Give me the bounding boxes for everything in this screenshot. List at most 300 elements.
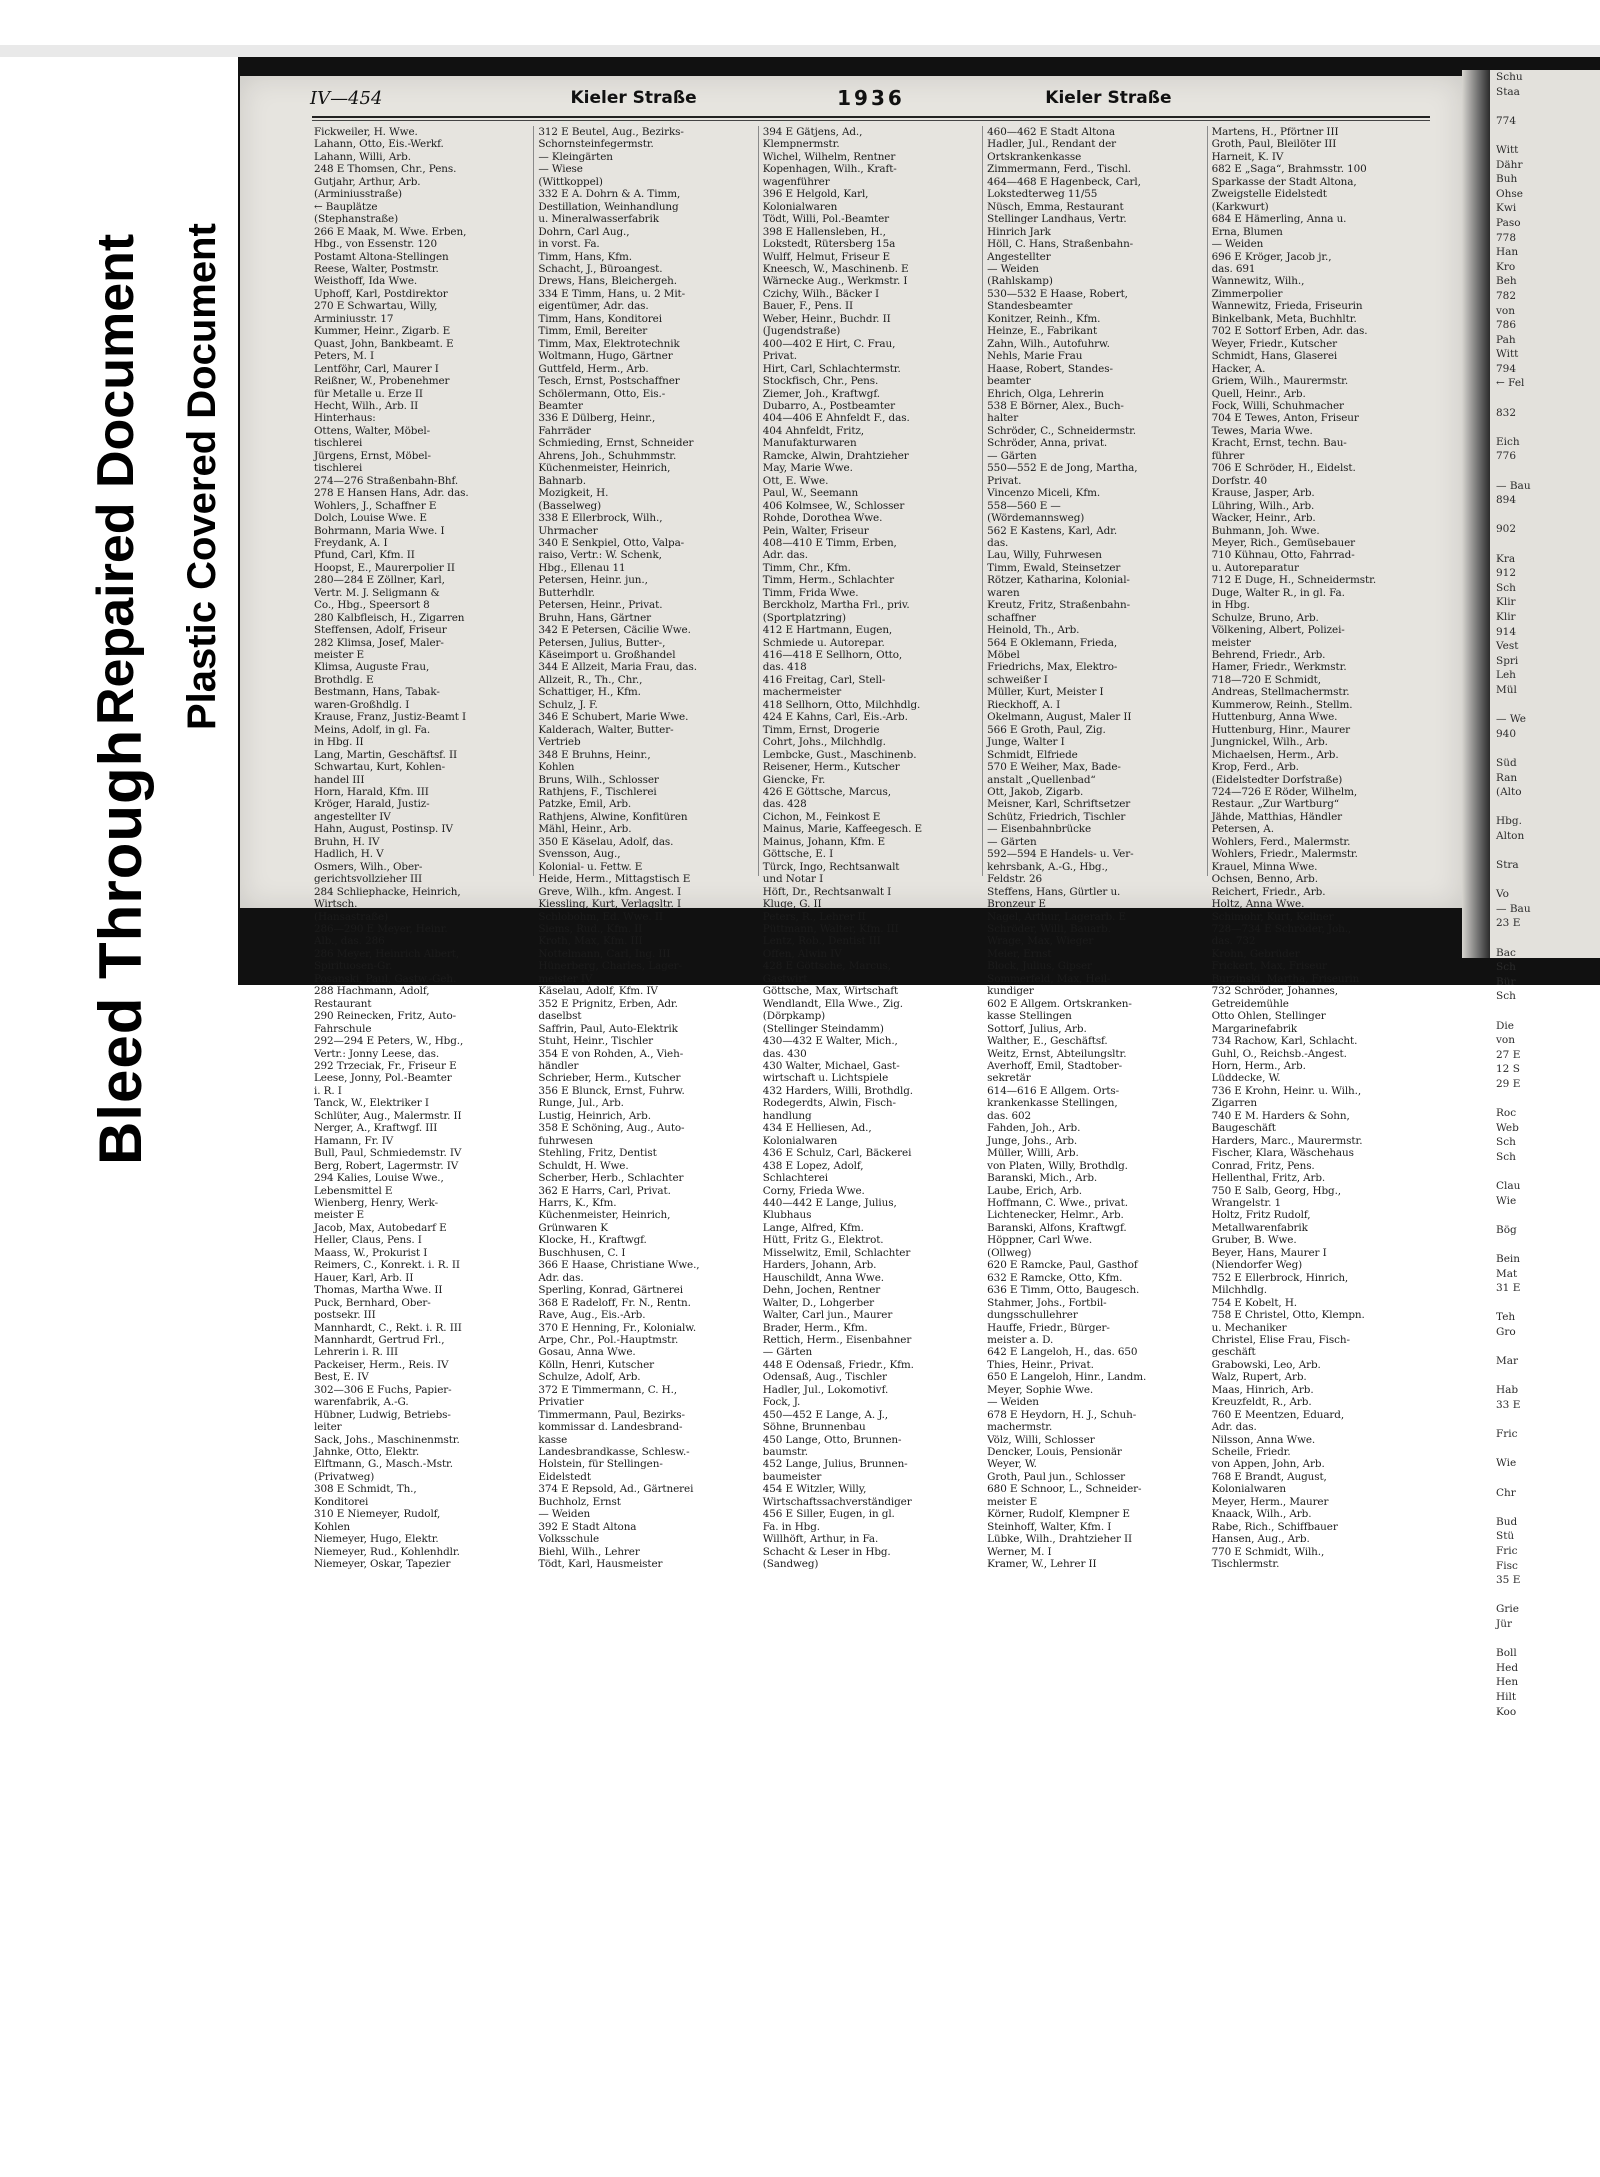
adjacent-page-line [1490, 1369, 1600, 1384]
directory-entry-line: Paul, W., Seemann [762, 487, 859, 500]
directory-entry-line: Ott, Jakob, Zigarb. [987, 786, 1084, 799]
adjacent-page-line: Hbg. [1496, 815, 1522, 828]
adjacent-page-line: Schu [1496, 71, 1523, 83]
directory-entry-line: Martens, H., Pförtner III [1211, 126, 1339, 138]
directory-entry-line: Maass, W., Prokurist I [314, 1246, 428, 1259]
directory-entry-line: fuhrwesen [538, 1134, 593, 1147]
directory-entry-line: 342 E Petersen, Cäcilie Wwe. [538, 624, 691, 637]
directory-entry-line: Adr. das. [762, 549, 808, 562]
adjacent-page-line: Sch [1496, 990, 1516, 1003]
directory-entry-line: Pfund, Carl, Kfm. II [314, 549, 415, 562]
directory-entry-line: (Hansastraße) [314, 910, 389, 923]
adjacent-page-line: 27 E [1496, 1048, 1521, 1061]
directory-entry-line: Privat. [987, 474, 1022, 487]
directory-entry-line: Lentz, Rob., Dentist III [762, 935, 881, 948]
adjacent-page-line [1490, 1165, 1600, 1180]
directory-entry-line: meister E [314, 649, 364, 662]
directory-entry-line: 286—290 E Meyer, Heinr. [314, 923, 448, 935]
directory-entry-line: angestellter IV [314, 810, 391, 823]
directory-entry-line: Huttenburg, Anna Wwe. [1211, 711, 1338, 724]
directory-entry-line: Göttsche, Max, Wirtschaft [762, 985, 899, 998]
directory-entry-line: Jacob, Max, Autobedarf E [314, 1221, 447, 1234]
directory-entry-line: Krauel, Minna Wwe. [1211, 860, 1318, 873]
directory-entry-line: Packeiser, Herm., Reis. IV [314, 1358, 449, 1371]
directory-columns [310, 126, 1432, 1571]
directory-entry-line: Tischlermstr. [1211, 1558, 1280, 1571]
directory-entry-line: wagenführer [762, 175, 830, 188]
directory-entry-line: Lembcke, Gust., Maschinenb. [762, 748, 917, 761]
directory-entry-line: Okelmann, August, Maler II [987, 711, 1132, 724]
directory-entry-line: Schröder, Willi, Bauarb. [987, 923, 1111, 935]
directory-entry-line: Margarinefabrik [1211, 1022, 1298, 1035]
directory-entry-line: gerichtsvollzieher III [314, 873, 423, 886]
directory-entry-line: Sottorf, Julius, Arb. [987, 1022, 1087, 1035]
adjacent-page-line: 832 [1496, 406, 1517, 419]
directory-entry-line: Hirt, Carl, Schlachtermstr. [762, 362, 901, 375]
directory-entry-line: Zimmerpolier [1211, 287, 1283, 300]
directory-entry-line: Zweigstelle Eidelstedt [1211, 188, 1327, 201]
directory-entry-line: Lichtenecker, Helmr., Arb. [987, 1209, 1124, 1222]
directory-entry-line: Harrs, K., Kfm. [538, 1196, 617, 1209]
directory-entry-line: Völkening, Albert, Polizei- [1211, 624, 1345, 637]
directory-entry-line: Reisener, Herm., Kutscher [762, 761, 900, 774]
directory-entry-line: 450—452 E Lange, A. J., [762, 1408, 888, 1421]
adjacent-page-line: Beh [1496, 275, 1517, 288]
directory-entry-line: Czichy, Wilh., Bäcker I [762, 287, 880, 300]
directory-entry-line: Timm, Max, Elektrotechnik [538, 337, 680, 350]
directory-entry-line: halter [987, 412, 1019, 425]
directory-entry-line: Stahmer, Johs., Fortbil- [987, 1296, 1107, 1309]
adjacent-page-line: Bein [1496, 1253, 1521, 1266]
header-rule [312, 116, 1430, 118]
directory-entry-line: May, Marie Wwe. [762, 462, 853, 475]
directory-entry-line: Svensson, Aug., [538, 848, 621, 861]
directory-entry-line: Timm, Hans, Konditorei [538, 312, 662, 325]
directory-entry-line: Schröder, Anna, privat. [987, 437, 1108, 450]
adjacent-page-line [1490, 420, 1600, 435]
directory-entry-line: kasse Stellingen [987, 1010, 1072, 1023]
directory-entry-line: Reichert, Friedr., Arb. [1211, 885, 1326, 898]
directory-entry-line: Kohlen [314, 1520, 350, 1533]
directory-entry-line: Göttsche, E. I [762, 848, 834, 861]
adjacent-page-line: 33 E [1496, 1399, 1521, 1412]
adjacent-page-line [1490, 1632, 1600, 1647]
directory-entry-line: 418 Sellhorn, Otto, Milchhdlg. [762, 698, 921, 711]
adjacent-page-line: von [1496, 304, 1516, 317]
directory-entry-line: Walz, Rupert, Arb. [1211, 1371, 1307, 1384]
directory-entry-line: — Eisenbahnbrücke [987, 823, 1092, 836]
directory-entry-line: Klubhaus [762, 1209, 812, 1222]
directory-entry-line: 374 E Repsold, Ad., Gärtnerei [538, 1483, 694, 1496]
directory-entry-line: 632 E Ramcke, Otto, Kfm. [987, 1271, 1123, 1284]
directory-entry-line: 336 E Dülberg, Heinr., [538, 412, 656, 425]
directory-entry-line: Best, E. IV [314, 1371, 369, 1384]
bleed-through-label: Bleed Through [87, 728, 154, 1165]
directory-entry-line: Hamann, Fr. IV [314, 1134, 394, 1147]
directory-entry-line: (Wittkoppel) [538, 175, 603, 188]
directory-entry-line: 368 E Radeloff, Fr. N., Rentn. [538, 1296, 691, 1309]
directory-entry-line: Restaurant [314, 997, 372, 1010]
directory-entry-line: 752 E Ellerbrock, Hinrich, [1211, 1271, 1349, 1284]
directory-entry-line: Jähde, Matthias, Händler [1211, 810, 1342, 823]
directory-entry-line: 334 E Timm, Hans, u. 2 Mit- [538, 287, 686, 300]
directory-entry-line: — Kleingärten [538, 150, 613, 163]
directory-entry-line: Lentföhr, Carl, Maurer I [314, 362, 439, 375]
directory-entry-line: Lange, Alfred, Kfm. [762, 1221, 864, 1234]
directory-entry-line: handel III [314, 773, 365, 786]
directory-entry-line: tischlerei [314, 437, 363, 450]
directory-entry-line: Odensaß, Aug., Tischler [762, 1371, 887, 1384]
directory-entry-line: Schacht, J., Büroangest. [538, 262, 663, 275]
adjacent-page-line: 29 E [1496, 1077, 1521, 1090]
directory-entry-line: 734 Rachow, Karl, Schlacht. [1211, 1035, 1358, 1048]
directory-entry-line: Siems, Rud., Kfm. II [538, 923, 643, 935]
directory-entry-line: Tödt, Karl, Hausmeister [538, 1558, 663, 1571]
directory-entry-line: Fahrschule [314, 1022, 372, 1035]
directory-entry-line: 558—560 E — [987, 499, 1061, 512]
directory-entry-line: — Wiese [538, 163, 583, 176]
directory-entry-line: Kalderach, Walter, Butter- [538, 723, 674, 736]
directory-entry-line: Meier, Ernst [987, 947, 1052, 960]
directory-entry-line: Nagel, Arthur, Lagerarb. E [987, 910, 1126, 923]
directory-entry-line: Berg, Robert, Lagermstr. IV [314, 1159, 459, 1172]
directory-entry-line: Getreidemühle [1211, 997, 1289, 1010]
directory-entry-line: Timmermann, Paul, Bezirks- [538, 1408, 685, 1421]
directory-entry-line: Fischer, Klara, Wäschehaus [1211, 1147, 1354, 1160]
directory-entry-line: Kummerow, Reinh., Stellm. [1211, 698, 1353, 711]
directory-entry-line: Kroth, Max, Kfm. III [538, 935, 643, 948]
directory-entry-line: Frickert, Max, Friseur [1211, 960, 1327, 973]
directory-entry-line: 680 E Schnoor, L., Schneider- [987, 1483, 1142, 1496]
directory-entry-line: 564 E Oklemann, Frieda, [987, 636, 1118, 649]
directory-entry-line: — Weiden [987, 262, 1039, 275]
directory-entry-line: Reimers, C., Konrekt. i. R. II [314, 1259, 460, 1272]
directory-entry-line: 736 E Krohn, Heinr. u. Wilh., [1211, 1084, 1362, 1097]
directory-entry-line: Baugeschäft [1211, 1122, 1276, 1135]
directory-entry-line: in vorst. Fa. [538, 238, 600, 251]
adjacent-page-line: Hen [1496, 1676, 1519, 1689]
directory-entry-line: 308 E Schmidt, Th., [314, 1483, 417, 1496]
directory-entry-line: Schlachterei [762, 1172, 829, 1185]
directory-entry-line: Gutjahr, Arthur, Arb. [314, 175, 421, 188]
directory-entry-line: Bruns, Wilh., Schlosser [538, 773, 659, 786]
adjacent-page-line [1490, 391, 1600, 406]
directory-entry-line: 530—532 E Haase, Robert, [987, 287, 1128, 300]
directory-entry-line: Bruhn, H. IV [314, 835, 380, 848]
adjacent-page-line [1490, 508, 1600, 523]
directory-entry-line: handlung [762, 1109, 812, 1122]
directory-entry-line: 398 E Hallensleben, H., [762, 225, 886, 238]
directory-entry-line: Hauer, Karl, Arb. II [314, 1271, 414, 1284]
directory-entry-line: Müller, Willi, Arb. [987, 1147, 1079, 1160]
directory-entry-line: anstalt „Quellenbad“ [987, 773, 1096, 786]
directory-entry-line: Giencke, Fr. [762, 773, 826, 786]
directory-entry-line: Binkelbank, Meta, Buchhltr. [1211, 312, 1357, 325]
directory-entry-line: schweißer I [987, 673, 1048, 686]
directory-entry-line: Bohrmann, Maria Wwe. I [314, 524, 445, 537]
directory-entry-line: 358 E Schöning, Aug., Auto- [538, 1122, 685, 1135]
directory-entry-line: Holtz, Fritz Rudolf, [1211, 1209, 1311, 1222]
directory-entry-line: 718—720 E Schmidt, [1211, 673, 1321, 686]
directory-entry-line: 348 E Bruhns, Heinr., [538, 748, 651, 761]
directory-entry-line: 412 E Hartmann, Eugen, [762, 624, 893, 637]
directory-entry-line: Rohde, Dorothea Wwe. [762, 512, 883, 525]
directory-entry-line: Wienberg, Henry, Werk- [314, 1196, 439, 1209]
adjacent-page-line: Chr [1496, 1486, 1516, 1499]
directory-entry-line: Lokstedterweg 11/55 [987, 188, 1098, 201]
repaired-document-label: Repaired Document [87, 233, 145, 725]
directory-entry-line: Lüddecke, W. [1211, 1072, 1281, 1085]
directory-entry-line: 430—432 E Walter, Mich., [762, 1035, 898, 1048]
directory-entry-line: (Niendorfer Weg) [1211, 1259, 1303, 1272]
directory-entry-line: Heide, Herm., Mittagstisch E [538, 873, 691, 886]
adjacent-page-line: Grie [1496, 1603, 1519, 1616]
directory-entry-line: Jahnke, Otto, Elektr. [314, 1446, 420, 1459]
adjacent-page-line: Süd [1496, 756, 1517, 769]
directory-entry-line: Grabowski, Leo, Arb. [1211, 1358, 1321, 1371]
page-number: IV—454 [310, 87, 383, 109]
directory-entry-line: Baranski, Mich., Arb. [987, 1172, 1098, 1185]
directory-entry-line: Dencker, Louis, Pensionär [987, 1446, 1122, 1459]
directory-entry-line: Block, Julius, Gipser [987, 960, 1092, 973]
directory-entry-line: Maas, Hinrich, Arb. [1211, 1383, 1314, 1396]
directory-entry-line: 562 E Kastens, Karl, Adr. [987, 524, 1118, 537]
directory-entry-line: Privat. [762, 350, 797, 363]
directory-entry-line: Weyer, Friedr., Kutscher [1211, 337, 1337, 350]
directory-entry-line: Hauffe, Friedr., Bürger- [987, 1321, 1110, 1334]
directory-entry-line: Manufakturwaren [762, 437, 857, 450]
directory-entry-line: Hinrich Jark [987, 225, 1051, 238]
adjacent-page-line: Pah [1496, 333, 1516, 346]
directory-entry-line: Rave, Aug., Eis.-Arb. [538, 1309, 646, 1322]
directory-entry-line: Sommerfeld, Max, Heil- [987, 972, 1111, 985]
directory-entry-line: in Hbg. II [314, 736, 364, 749]
adjacent-page-line: Leh [1496, 669, 1516, 682]
directory-entry-line: meister [1211, 636, 1251, 649]
directory-entry-line: 288 Hachmann, Adolf, [314, 985, 430, 998]
directory-entry-line: Nilsson, Anna Wwe. [1211, 1433, 1316, 1446]
directory-entry-line: Bronzeur E [987, 898, 1046, 911]
directory-entry-line: Cichon, M., Feinkost E [762, 810, 881, 823]
directory-entry-line: 636 E Timm, Otto, Baugesch. [987, 1284, 1140, 1297]
directory-entry-line: 362 E Harrs, Carl, Privat. [538, 1184, 671, 1197]
directory-entry-line: baumeister [762, 1470, 822, 1483]
directory-entry-line: Fa. in Hbg. [762, 1520, 820, 1533]
directory-entry-line: Hahn, August, Postinsp. IV [314, 823, 453, 836]
directory-entry-line: 712 E Duge, H., Schneidermstr. [1211, 574, 1377, 587]
adjacent-page-line: Dähr [1496, 158, 1523, 171]
directory-entry-line: Timm, Ernst, Drogerie [762, 723, 880, 736]
directory-entry-line: Hbg., Ellenau 11 [538, 561, 626, 574]
directory-entry-line: Patzke, Emil, Arb. [538, 798, 632, 811]
directory-entry-line: Nerger, A., Kraftwgf. III [314, 1122, 438, 1135]
directory-entry-line: Hamer, Friedr., Werkmstr. [1211, 661, 1347, 674]
directory-entry-line: Ramcke, Alwin, Drahtzieher [762, 449, 909, 462]
directory-entry-line: 248 E Thomsen, Chr., Pens. [314, 163, 457, 176]
directory-entry-line: Dubarro, A., Postbeamter [762, 399, 895, 412]
directory-entry-line: Dohrn, Carl Aug., [538, 225, 630, 238]
directory-entry-line: (Sandweg) [762, 1558, 819, 1571]
directory-entry-line: Zigarren [1211, 1097, 1257, 1110]
directory-entry-line: führer [1211, 449, 1245, 462]
directory-entry-line: raiso, Vertr.: W. Schenk, [538, 549, 662, 562]
directory-entry-line: tischlerei [314, 462, 363, 475]
directory-entry-line: Wendlandt, Ella Wwe., Zig. [762, 997, 904, 1010]
directory-entry-line: eigentümer, Adr. das. [538, 300, 649, 313]
adjacent-page-line: 782 [1496, 289, 1517, 302]
directory-entry-line: Ott, E. Wwe. [762, 474, 829, 487]
directory-entry-line: Küchenmeister, Heinrich, [538, 1209, 671, 1222]
adjacent-page-line: Stü [1496, 1530, 1515, 1543]
directory-entry-line: Timm, Chr., Kfm. [762, 561, 851, 574]
directory-entry-line: Schattiger, H., Kfm. [538, 686, 641, 699]
directory-entry-line: Mähl, Heinr., Arb. [538, 823, 632, 836]
adjacent-page-line [1490, 931, 1600, 946]
directory-entry-line: Corny, Frieda Wwe. [762, 1184, 865, 1197]
adjacent-page-line [1490, 1442, 1600, 1457]
directory-entry-line: Cohrt, Johs., Milchhdlg. [762, 736, 886, 749]
directory-entry-line: Huttenburg, Hinr., Maurer [1211, 723, 1350, 736]
directory-entry-line: (Sportplatzring) [762, 611, 846, 624]
directory-entry-line: Lübke, Wilh., Drahtzieher II [987, 1533, 1133, 1546]
directory-entry-line: Arminiusstr. 17 [314, 312, 394, 325]
directory-entry-line: Greve, Wilh., kfm. Angest. I [538, 885, 682, 898]
adjacent-page-line: Sch [1496, 581, 1516, 594]
directory-entry-line: 394 E Gätjens, Ad., [762, 126, 863, 138]
directory-entry-line: Höppner, Carl Wwe. [987, 1234, 1093, 1247]
directory-entry-line: Meins, Adolf, in gl. Fa. [314, 723, 431, 736]
directory-entry-line: (Basselweg) [538, 499, 602, 512]
directory-entry-line: Hoopst, E., Maurerpolier II [314, 561, 455, 574]
directory-entry-line: Stehling, Fritz, Dentist [538, 1147, 657, 1160]
directory-entry-line: Lebensmittel E [314, 1184, 393, 1197]
directory-entry-line: Peters, M. I [314, 350, 375, 363]
directory-entry-line: schaffner [987, 611, 1036, 624]
adjacent-page-line: Mül [1496, 683, 1517, 696]
directory-entry-line: 456 E Siller, Eugen, in gl. [762, 1508, 895, 1521]
adjacent-page-line: Sch [1496, 1150, 1516, 1163]
adjacent-page-line [1490, 1208, 1600, 1223]
directory-entry-line: Junge, Johs., Arb. [987, 1134, 1078, 1147]
directory-entry-line: Guhl, O., Reichsb.-Angest. [1211, 1047, 1347, 1060]
adjacent-page-line [1490, 99, 1600, 114]
directory-entry-line: Runge, Jul., Arb. [538, 1097, 624, 1110]
directory-entry-line: Butterhdlr. [538, 586, 595, 599]
directory-entry-line: Bruhn, Hans, Gärtner [538, 611, 652, 624]
adjacent-page-line: (Alto [1496, 786, 1522, 799]
adjacent-page-line: 902 [1496, 523, 1517, 536]
directory-entry-line: Kolonialwaren [762, 200, 838, 213]
directory-entry-line: Posanski, Paul, Gastw.-Geh. [314, 972, 457, 985]
directory-entry-line: und Notar I [762, 873, 824, 886]
directory-entry-line: Kreutz, Fritz, Straßenbahn- [987, 599, 1131, 612]
directory-entry-line: krankenkasse Stellingen, [987, 1097, 1118, 1110]
directory-entry-line: 278 E Hansen Hans, Adr. das. [314, 487, 469, 500]
directory-entry-line: Lokstedt, Rütersberg 15a [762, 238, 896, 251]
adjacent-page-line: 778 [1496, 231, 1517, 244]
directory-entry-line: 426 E Göttsche, Marcus, [762, 786, 891, 799]
directory-entry-line: Restaur. „Zur Wartburg“ [1211, 798, 1340, 811]
directory-entry-line: Co., Hbg., Speersort 8 [314, 599, 430, 612]
directory-entry-line: wirtschaft u. Lichtspiele [762, 1072, 889, 1085]
directory-entry-line: Milchhdlg. [1211, 1284, 1267, 1297]
adjacent-page-line: — Bau [1496, 479, 1531, 492]
directory-entry-line: Heinold, Th., Arb. [987, 624, 1080, 637]
directory-entry-line: Reese, Walter, Postmstr. [314, 262, 439, 275]
directory-entry-line: Schornsteinfegermstr. [538, 138, 654, 151]
directory-entry-line: ← Bauplätze [314, 200, 378, 213]
directory-entry-line: 392 E Stadt Altona [538, 1520, 637, 1533]
adjacent-page-line: Hab [1496, 1384, 1519, 1397]
directory-entry-line: 642 E Langeloh, H., das. 650 [987, 1346, 1138, 1359]
directory-entry-line: Heller, Claus, Pens. I [314, 1234, 422, 1247]
directory-entry-line: Lehrerin i. R. III [314, 1346, 399, 1359]
directory-entry-line: 770 E Schmidt, Wilh., [1211, 1545, 1325, 1558]
directory-entry-line: Kolonialwaren [762, 1134, 838, 1147]
directory-entry-line: kommissar d. Landesbrand- [538, 1421, 683, 1434]
directory-entry-line: dungsschullehrer [987, 1309, 1078, 1322]
directory-entry-line: Weber, Heinr., Buchdr. II [762, 312, 891, 325]
adjacent-page-line: Clau [1496, 1180, 1521, 1193]
directory-entry-line: 346 E Schubert, Marie Wwe. [538, 711, 689, 724]
directory-entry-line: Timm, Emil, Bereiter [538, 325, 648, 338]
directory-entry-line: Meisner, Karl, Schriftsetzer [987, 798, 1131, 811]
directory-column [534, 126, 758, 1571]
directory-entry-line: Schulz, J. F. [538, 698, 598, 711]
directory-entry-line: Heinze, E., Fabrikant [987, 325, 1098, 338]
adjacent-page-line: Jür [1496, 1617, 1512, 1630]
directory-entry-line: 678 E Heydorn, H. J., Schuh- [987, 1408, 1137, 1421]
directory-entry-line: Lustig, Heinrich, Arb. [538, 1109, 651, 1122]
directory-entry-line: Petersen, A. [1211, 823, 1274, 836]
directory-entry-line: Timm, Frida Wwe. [762, 586, 859, 599]
adjacent-page-line [1490, 1471, 1600, 1486]
directory-entry-line: Brothdlg. E [314, 673, 374, 686]
directory-entry-line: Rötzer, Katharina, Kolonial- [987, 574, 1130, 587]
directory-entry-line: 350 E Käselau, Adolf, das. [538, 835, 674, 848]
adjacent-page-line [1490, 800, 1600, 815]
directory-entry-line: 280 Kalbfleisch, H., Zigarren [314, 611, 465, 624]
directory-entry-line: Hadler, Jul., Lokomotivf. [762, 1383, 889, 1396]
directory-entry-line: (Wördemannsweg) [987, 512, 1085, 525]
directory-entry-line: Horn, Harald, Kfm. III [314, 786, 429, 799]
directory-entry-line: 702 E Sottorf Erben, Adr. das. [1211, 325, 1368, 338]
directory-entry-line: Konditorei [314, 1495, 369, 1508]
directory-entry-line: 438 E Lopez, Adolf, [762, 1159, 864, 1172]
directory-entry-line: Meyer, Herm., Maurer [1211, 1495, 1329, 1508]
directory-entry-line: — Gärten [762, 1346, 813, 1359]
directory-entry-line: Michaelsen, Herm., Arb. [1211, 748, 1339, 761]
directory-entry-line: Tanck, W., Elektriker I [314, 1097, 429, 1110]
adjacent-page-line: Boll [1496, 1647, 1517, 1660]
directory-entry-line: Buhmann, Joh. Wwe. [1211, 524, 1320, 537]
directory-entry-line: Sparkasse der Stadt Altona, [1211, 175, 1357, 188]
adjacent-page-line: Sch [1496, 1136, 1516, 1149]
directory-entry-line: 710 Kühnau, Otto, Fahrrad- [1211, 549, 1355, 562]
directory-entry-line: Krause, Franz, Justiz-Beamt I [314, 711, 467, 724]
directory-entry-line: 352 E Prignitz, Erben, Adr. [538, 997, 678, 1010]
directory-entry-line: Krohn, Gebrüder [1211, 947, 1300, 960]
directory-entry-line: Stockfisch, Chr., Pens. [762, 375, 879, 388]
directory-entry-line: Schacht & Leser in Hbg. [762, 1545, 891, 1558]
directory-entry-line: Timm, Herm., Schlachter [762, 574, 894, 587]
directory-entry-line: 450 Lange, Otto, Brunnen- [762, 1433, 902, 1446]
directory-entry-line: kundiger [987, 985, 1034, 998]
directory-entry-line: 724—726 E Röder, Wilhelm, [1211, 786, 1358, 799]
directory-entry-line: Weyer, W. [987, 1458, 1037, 1471]
directory-entry-line: Hauschildt, Anna Wwe. [762, 1271, 884, 1284]
directory-entry-line: Schuldt, H. Wwe. [538, 1159, 629, 1172]
